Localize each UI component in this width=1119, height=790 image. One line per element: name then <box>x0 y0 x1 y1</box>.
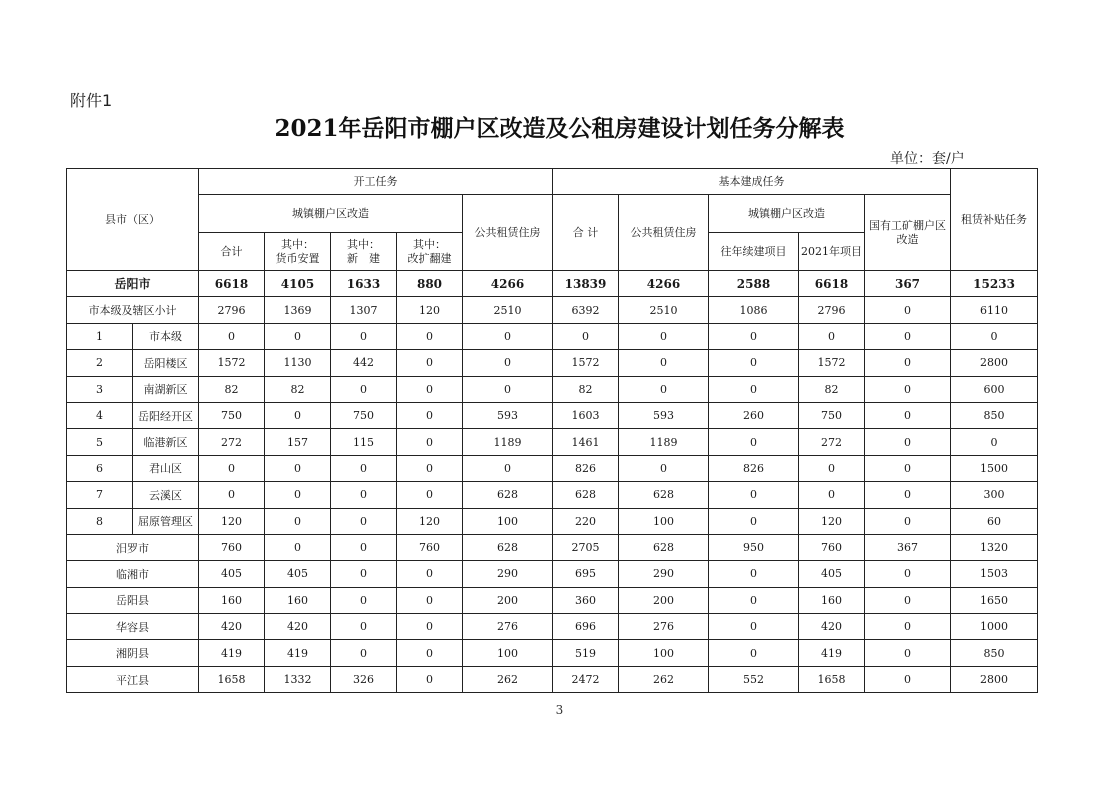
value-cell: 0 <box>865 482 951 508</box>
value-cell: 1189 <box>463 429 553 455</box>
value-cell: 0 <box>865 323 951 349</box>
table-row <box>67 350 1038 376</box>
table-row <box>67 323 1038 349</box>
value-cell: 120 <box>799 508 865 534</box>
region-name: 临港新区 <box>133 429 199 455</box>
value-cell: 1503 <box>951 561 1038 587</box>
row-number: 3 <box>67 376 133 402</box>
value-cell: 276 <box>619 614 709 640</box>
value-cell: 0 <box>709 350 799 376</box>
value-cell: 0 <box>265 534 331 560</box>
value-cell: 1461 <box>553 429 619 455</box>
value-cell: 260 <box>709 402 799 428</box>
value-cell: 0 <box>865 561 951 587</box>
value-cell: 2510 <box>619 297 709 323</box>
value-cell: 0 <box>709 561 799 587</box>
header-2021: 2021年项目 <box>799 233 865 271</box>
value-cell: 2588 <box>709 271 799 297</box>
region-name: 南湖新区 <box>133 376 199 402</box>
value-cell: 360 <box>553 587 619 613</box>
value-cell: 2705 <box>553 534 619 560</box>
value-cell: 850 <box>951 640 1038 666</box>
value-cell: 6618 <box>799 271 865 297</box>
value-cell: 0 <box>265 482 331 508</box>
value-cell: 628 <box>619 482 709 508</box>
value-cell: 0 <box>709 614 799 640</box>
value-cell: 1000 <box>951 614 1038 640</box>
value-cell: 0 <box>331 614 397 640</box>
value-cell: 200 <box>463 587 553 613</box>
value-cell: 419 <box>799 640 865 666</box>
value-cell: 367 <box>865 534 951 560</box>
value-cell: 419 <box>199 640 265 666</box>
header-urban-reno: 城镇棚户区改造 <box>199 195 463 233</box>
value-cell: 0 <box>199 323 265 349</box>
row-number: 8 <box>67 508 133 534</box>
table-row <box>67 376 1038 402</box>
region-name: 市本级 <box>133 323 199 349</box>
value-cell: 15233 <box>951 271 1038 297</box>
value-cell: 628 <box>463 482 553 508</box>
value-cell: 6392 <box>553 297 619 323</box>
region-name: 岳阳县 <box>67 587 199 613</box>
region-name: 平江县 <box>67 666 199 692</box>
value-cell: 1658 <box>199 666 265 692</box>
value-cell: 0 <box>265 323 331 349</box>
table-row <box>67 640 1038 666</box>
region-name: 岳阳楼区 <box>133 350 199 376</box>
value-cell: 826 <box>553 455 619 481</box>
table-row <box>67 482 1038 508</box>
value-cell: 420 <box>199 614 265 640</box>
value-cell: 272 <box>199 429 265 455</box>
value-cell: 0 <box>331 455 397 481</box>
header-prev-years: 往年续建项目 <box>709 233 799 271</box>
value-cell: 2510 <box>463 297 553 323</box>
header-total: 合计 <box>199 233 265 271</box>
header-comp-total: 合 计 <box>553 195 619 271</box>
value-cell: 0 <box>951 323 1038 349</box>
row-number: 5 <box>67 429 133 455</box>
value-cell: 0 <box>709 429 799 455</box>
value-cell: 1658 <box>799 666 865 692</box>
value-cell: 880 <box>397 271 463 297</box>
value-cell: 100 <box>463 508 553 534</box>
header-cash: 其中： 货币安置 <box>265 233 331 271</box>
value-cell: 13839 <box>553 271 619 297</box>
value-cell: 0 <box>865 376 951 402</box>
value-cell: 593 <box>619 402 709 428</box>
value-cell: 1086 <box>709 297 799 323</box>
value-cell: 0 <box>397 614 463 640</box>
value-cell: 0 <box>397 402 463 428</box>
value-cell: 367 <box>865 271 951 297</box>
header-completion-tasks: 基本建成任务 <box>553 169 951 195</box>
value-cell: 0 <box>331 323 397 349</box>
value-cell: 0 <box>619 350 709 376</box>
value-cell: 0 <box>865 508 951 534</box>
value-cell: 760 <box>799 534 865 560</box>
value-cell: 100 <box>619 640 709 666</box>
value-cell: 1572 <box>799 350 865 376</box>
header-new-build: 其中： 新 建 <box>331 233 397 271</box>
value-cell: 0 <box>331 376 397 402</box>
value-cell: 1603 <box>553 402 619 428</box>
value-cell: 0 <box>397 429 463 455</box>
value-cell: 950 <box>709 534 799 560</box>
value-cell: 1320 <box>951 534 1038 560</box>
value-cell: 0 <box>553 323 619 349</box>
value-cell: 160 <box>199 587 265 613</box>
value-cell: 0 <box>865 640 951 666</box>
table-row <box>67 271 1038 297</box>
value-cell: 0 <box>331 640 397 666</box>
value-cell: 82 <box>553 376 619 402</box>
value-cell: 405 <box>199 561 265 587</box>
value-cell: 220 <box>553 508 619 534</box>
value-cell: 0 <box>331 534 397 560</box>
value-cell: 552 <box>709 666 799 692</box>
value-cell: 0 <box>397 323 463 349</box>
value-cell: 0 <box>799 482 865 508</box>
region-name: 汨罗市 <box>67 534 199 560</box>
value-cell: 0 <box>865 350 951 376</box>
value-cell: 628 <box>463 534 553 560</box>
value-cell: 0 <box>799 455 865 481</box>
page-number: 3 <box>555 703 564 717</box>
value-cell: 0 <box>463 323 553 349</box>
value-cell: 519 <box>553 640 619 666</box>
value-cell: 0 <box>463 350 553 376</box>
value-cell: 4105 <box>265 271 331 297</box>
value-cell: 1307 <box>331 297 397 323</box>
value-cell: 276 <box>463 614 553 640</box>
value-cell: 0 <box>265 508 331 534</box>
value-cell: 0 <box>199 455 265 481</box>
table-row <box>67 402 1038 428</box>
value-cell: 850 <box>951 402 1038 428</box>
value-cell: 262 <box>463 666 553 692</box>
row-number: 1 <box>67 323 133 349</box>
header-expand: 其中： 改扩翻建 <box>397 233 463 271</box>
value-cell: 120 <box>397 508 463 534</box>
row-number: 7 <box>67 482 133 508</box>
value-cell: 1572 <box>553 350 619 376</box>
value-cell: 1369 <box>265 297 331 323</box>
value-cell: 0 <box>397 666 463 692</box>
value-cell: 120 <box>199 508 265 534</box>
value-cell: 826 <box>709 455 799 481</box>
value-cell: 0 <box>619 376 709 402</box>
row-number: 4 <box>67 402 133 428</box>
table-row <box>67 429 1038 455</box>
region-name: 华容县 <box>67 614 199 640</box>
table-row <box>67 534 1038 560</box>
value-cell: 82 <box>799 376 865 402</box>
value-cell: 0 <box>709 323 799 349</box>
value-cell: 0 <box>865 614 951 640</box>
region-name: 岳阳经开区 <box>133 402 199 428</box>
table-row <box>67 455 1038 481</box>
value-cell: 0 <box>865 429 951 455</box>
region-name: 云溪区 <box>133 482 199 508</box>
value-cell: 0 <box>865 297 951 323</box>
value-cell: 0 <box>709 640 799 666</box>
value-cell: 0 <box>265 455 331 481</box>
region-name: 湘阴县 <box>67 640 199 666</box>
table-row <box>67 614 1038 640</box>
value-cell: 405 <box>799 561 865 587</box>
value-cell: 2796 <box>799 297 865 323</box>
value-cell: 2800 <box>951 666 1038 692</box>
value-cell: 60 <box>951 508 1038 534</box>
value-cell: 272 <box>799 429 865 455</box>
value-cell: 0 <box>709 587 799 613</box>
value-cell: 0 <box>397 350 463 376</box>
value-cell: 1633 <box>331 271 397 297</box>
header-public-rent: 公共租赁住房 <box>463 195 553 271</box>
value-cell: 628 <box>619 534 709 560</box>
value-cell: 0 <box>397 640 463 666</box>
value-cell: 0 <box>799 323 865 349</box>
value-cell: 0 <box>709 482 799 508</box>
value-cell: 0 <box>331 561 397 587</box>
header-region: 县市（区） <box>67 169 199 271</box>
header-state-mine: 国有工矿棚户区改造 <box>865 195 951 271</box>
table-row <box>67 297 1038 323</box>
value-cell: 0 <box>619 455 709 481</box>
value-cell: 628 <box>553 482 619 508</box>
region-name: 临湘市 <box>67 561 199 587</box>
value-cell: 750 <box>799 402 865 428</box>
value-cell: 1130 <box>265 350 331 376</box>
row-number: 2 <box>67 350 133 376</box>
table-row <box>67 587 1038 613</box>
value-cell: 0 <box>865 587 951 613</box>
header-rent-subsidy: 租赁补贴任务 <box>951 169 1038 271</box>
value-cell: 0 <box>397 482 463 508</box>
value-cell: 6618 <box>199 271 265 297</box>
region-name: 岳阳市 <box>67 271 199 297</box>
table-row <box>67 508 1038 534</box>
unit-label: 单位：套/户 <box>890 151 965 167</box>
header-comp-urban-reno: 城镇棚户区改造 <box>709 195 865 233</box>
value-cell: 0 <box>951 429 1038 455</box>
value-cell: 442 <box>331 350 397 376</box>
value-cell: 0 <box>865 455 951 481</box>
table-row <box>67 561 1038 587</box>
value-cell: 0 <box>265 402 331 428</box>
value-cell: 593 <box>463 402 553 428</box>
value-cell: 0 <box>199 482 265 508</box>
value-cell: 326 <box>331 666 397 692</box>
value-cell: 1500 <box>951 455 1038 481</box>
value-cell: 2472 <box>553 666 619 692</box>
task-table <box>66 168 1038 693</box>
value-cell: 115 <box>331 429 397 455</box>
value-cell: 0 <box>709 376 799 402</box>
value-cell: 100 <box>619 508 709 534</box>
value-cell: 750 <box>331 402 397 428</box>
value-cell: 4266 <box>619 271 709 297</box>
value-cell: 0 <box>397 587 463 613</box>
value-cell: 290 <box>619 561 709 587</box>
value-cell: 290 <box>463 561 553 587</box>
value-cell: 760 <box>397 534 463 560</box>
value-cell: 6110 <box>951 297 1038 323</box>
value-cell: 600 <box>951 376 1038 402</box>
value-cell: 0 <box>331 508 397 534</box>
value-cell: 0 <box>397 455 463 481</box>
value-cell: 160 <box>799 587 865 613</box>
value-cell: 695 <box>553 561 619 587</box>
value-cell: 420 <box>799 614 865 640</box>
value-cell: 100 <box>463 640 553 666</box>
value-cell: 160 <box>265 587 331 613</box>
value-cell: 2796 <box>199 297 265 323</box>
value-cell: 262 <box>619 666 709 692</box>
value-cell: 750 <box>199 402 265 428</box>
value-cell: 1332 <box>265 666 331 692</box>
value-cell: 0 <box>619 323 709 349</box>
attachment-label: 附件1 <box>70 91 113 110</box>
row-number: 6 <box>67 455 133 481</box>
value-cell: 1572 <box>199 350 265 376</box>
value-cell: 1650 <box>951 587 1038 613</box>
table-row <box>67 666 1038 692</box>
value-cell: 0 <box>397 561 463 587</box>
value-cell: 0 <box>463 455 553 481</box>
value-cell: 0 <box>397 376 463 402</box>
header-comp-public-rent: 公共租赁住房 <box>619 195 709 271</box>
value-cell: 0 <box>331 482 397 508</box>
value-cell: 405 <box>265 561 331 587</box>
value-cell: 0 <box>709 508 799 534</box>
value-cell: 0 <box>865 666 951 692</box>
value-cell: 0 <box>463 376 553 402</box>
value-cell: 419 <box>265 640 331 666</box>
value-cell: 82 <box>265 376 331 402</box>
value-cell: 2800 <box>951 350 1038 376</box>
value-cell: 1189 <box>619 429 709 455</box>
value-cell: 300 <box>951 482 1038 508</box>
value-cell: 420 <box>265 614 331 640</box>
value-cell: 0 <box>331 587 397 613</box>
value-cell: 0 <box>865 402 951 428</box>
region-name: 屈原管理区 <box>133 508 199 534</box>
value-cell: 760 <box>199 534 265 560</box>
value-cell: 200 <box>619 587 709 613</box>
value-cell: 696 <box>553 614 619 640</box>
value-cell: 157 <box>265 429 331 455</box>
page-title: 2021年岳阳市棚户区改造及公租房建设计划任务分解表 <box>274 115 845 142</box>
header-start-tasks: 开工任务 <box>199 169 553 195</box>
region-name: 君山区 <box>133 455 199 481</box>
region-name: 市本级及辖区小计 <box>67 297 199 323</box>
value-cell: 4266 <box>463 271 553 297</box>
value-cell: 120 <box>397 297 463 323</box>
value-cell: 82 <box>199 376 265 402</box>
